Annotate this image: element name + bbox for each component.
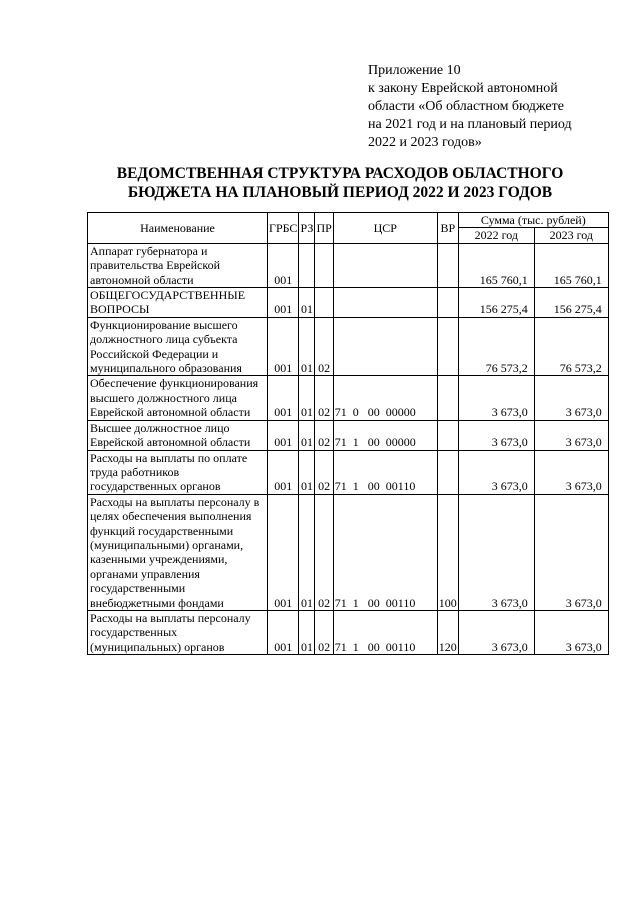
cell-csr: 71 1 00 00110	[333, 494, 437, 610]
cell-csr: 71 1 00 00110	[333, 610, 437, 654]
cell-grbs: 001	[268, 243, 299, 287]
cell-csr	[333, 243, 437, 287]
cell-pr	[315, 288, 333, 318]
cell-rz	[299, 243, 315, 287]
cell-pr	[315, 243, 333, 287]
header-sum: Сумма (тыс. рублей)	[458, 213, 608, 228]
cell-name: Расходы на выплаты по оплате труда работников государственных органов	[88, 450, 268, 494]
cell-csr	[333, 288, 437, 318]
appendix-note	[368, 62, 618, 152]
cell-name: Аппарат губернатора и правительства Еврейской автономной области	[88, 243, 268, 287]
cell-rz: 01	[299, 494, 315, 610]
cell-grbs: 001	[268, 317, 299, 376]
cell-rz: 01	[299, 317, 315, 376]
cell-name: Обеспечение функционирования высшего должностного лица Еврейской автономной области	[88, 376, 268, 420]
cell-rz: 01	[299, 420, 315, 450]
table-row	[88, 610, 609, 654]
cell-2022: 165 760,1	[458, 243, 534, 287]
title-line: БЮДЖЕТА НА ПЛАНОВЫЙ ПЕРИОД 2022 И 2023 ГОДОВ	[127, 184, 553, 201]
cell-vr	[437, 288, 458, 318]
appendix-line: Приложение 10	[368, 63, 461, 78]
cell-2022: 3 673,0	[458, 610, 534, 654]
table-row	[88, 494, 609, 610]
table-row	[88, 376, 609, 420]
cell-2023: 3 673,0	[534, 376, 608, 420]
cell-2022: 3 673,0	[458, 376, 534, 420]
cell-2022: 76 573,2	[458, 317, 534, 376]
table-row	[88, 288, 609, 318]
appendix-line: на 2021 год и на плановый период	[368, 117, 572, 132]
cell-2023: 3 673,0	[534, 494, 608, 610]
cell-pr: 02	[315, 420, 333, 450]
cell-2023: 76 573,2	[534, 317, 608, 376]
cell-grbs: 001	[268, 610, 299, 654]
expenditure-table	[87, 212, 609, 655]
table-row	[88, 450, 609, 494]
cell-csr: 71 1 00 00000	[333, 420, 437, 450]
cell-name: ОБЩЕГОСУДАРСТВЕННЫЕ ВОПРОСЫ	[88, 288, 268, 318]
cell-csr	[333, 317, 437, 376]
cell-pr: 02	[315, 610, 333, 654]
cell-vr	[437, 243, 458, 287]
cell-2022: 3 673,0	[458, 450, 534, 494]
cell-name: Функционирование высшего должностного лица субъекта Российской Федерации и муниципального образования	[88, 317, 268, 376]
cell-name: Расходы на выплаты персоналу государственных (муниципальных) органов	[88, 610, 268, 654]
cell-2022: 3 673,0	[458, 420, 534, 450]
cell-vr	[437, 317, 458, 376]
cell-name: Высшее должностное лицо Еврейской автономной области	[88, 420, 268, 450]
cell-rz: 01	[299, 376, 315, 420]
table-row	[88, 317, 609, 376]
document-title	[80, 164, 600, 202]
cell-pr: 02	[315, 450, 333, 494]
cell-2023: 3 673,0	[534, 610, 608, 654]
appendix-line: 2022 и 2023 годов»	[368, 135, 482, 150]
cell-2023: 3 673,0	[534, 420, 608, 450]
cell-pr: 02	[315, 376, 333, 420]
appendix-line: области «Об областном бюджете	[368, 99, 564, 114]
header-csr: ЦСР	[333, 213, 437, 244]
cell-pr: 02	[315, 317, 333, 376]
cell-grbs: 001	[268, 288, 299, 318]
header-vr: ВР	[437, 213, 458, 244]
cell-rz: 01	[299, 288, 315, 318]
cell-csr: 71 0 00 00000	[333, 376, 437, 420]
table-row	[88, 243, 609, 287]
cell-vr: 100	[437, 494, 458, 610]
table-row	[88, 420, 609, 450]
title-line: ВЕДОМСТВЕННАЯ СТРУКТУРА РАСХОДОВ ОБЛАСТНОГО	[116, 165, 564, 182]
cell-2023: 3 673,0	[534, 450, 608, 494]
cell-2022: 3 673,0	[458, 494, 534, 610]
cell-rz: 01	[299, 450, 315, 494]
cell-vr	[437, 376, 458, 420]
cell-pr: 02	[315, 494, 333, 610]
header-rz: РЗ	[299, 213, 315, 244]
header-grbs: ГРБС	[268, 213, 299, 244]
cell-vr	[437, 420, 458, 450]
cell-2023: 156 275,4	[534, 288, 608, 318]
cell-grbs: 001	[268, 450, 299, 494]
header-name: Наименование	[88, 213, 268, 244]
cell-2022: 156 275,4	[458, 288, 534, 318]
cell-rz: 01	[299, 610, 315, 654]
header-2022: 2022 год	[458, 228, 534, 243]
cell-vr: 120	[437, 610, 458, 654]
cell-grbs: 001	[268, 420, 299, 450]
header-pr: ПР	[315, 213, 333, 244]
cell-2023: 165 760,1	[534, 243, 608, 287]
cell-name: Расходы на выплаты персоналу в целях обеспечения выполнения функций государственными (муниципальными) органами, казенными учреждениями, органами управления государственными внебюджетными фондами	[88, 494, 268, 610]
cell-vr	[437, 450, 458, 494]
appendix-line: к закону Еврейской автономной	[368, 81, 558, 96]
cell-grbs: 001	[268, 494, 299, 610]
header-2023: 2023 год	[534, 228, 608, 243]
cell-grbs: 001	[268, 376, 299, 420]
cell-csr: 71 1 00 00110	[333, 450, 437, 494]
